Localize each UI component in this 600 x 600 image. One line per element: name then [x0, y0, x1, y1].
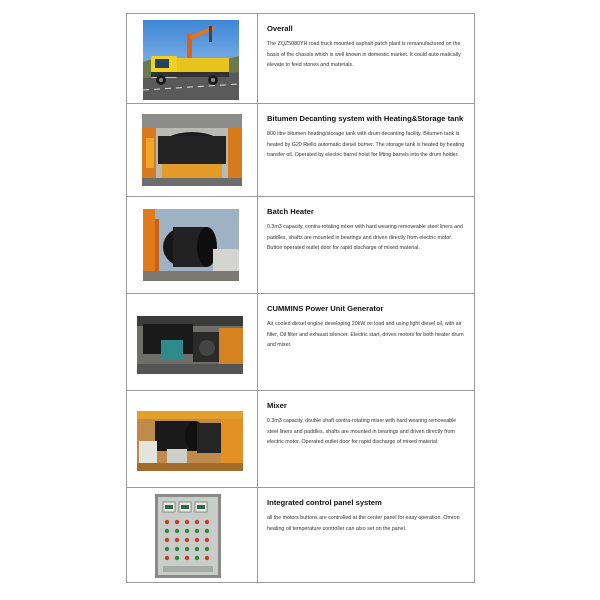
table-row [127, 197, 475, 294]
mixer-photo [137, 411, 243, 471]
image-cell [127, 391, 258, 488]
bitumen-tank-photo [142, 114, 242, 186]
image-cell [127, 294, 258, 391]
section-title: Bitumen Decanting system with Heating&Storage tank [267, 114, 464, 123]
section-description: The ZQZ5080YH road truck mounted asphalt patch plant is remanufactured on the basis of the chassis which is well known in domestic market. It could auto matically elevate to feed stones and materials. [267, 41, 461, 69]
section-description: Air cooled diesel engine developing 20kW on load and using light diesel oil, with air filter, Oil filter and exhaust silencer. Electric start, drives motors for both heater drum and mixer. [267, 321, 464, 349]
section-description: 0.3m3 capacity, double shaft contra-rotating mixer with hard wearing removeable steel liners and paddles, shafts are mounted in bearings and driven directly from electric motor. Operated outlet door for rapid discharge of mixed material. [267, 418, 457, 446]
text-cell [258, 14, 475, 104]
text-cell [258, 294, 475, 391]
image-cell [127, 488, 258, 583]
section-description: 0.3m3 capacity, contra-rotating mixer with hard wearing removeable steel liners and paddles, shafts are mounted in bearings and driven directly from electric motor. Button operated outlet door for rapid discharge of mixed material. [267, 224, 463, 252]
image-cell [127, 104, 258, 197]
image-cell [127, 14, 258, 104]
batch-heater-photo [143, 209, 239, 281]
generator-photo [137, 316, 243, 374]
section-title: Integrated control panel system [267, 498, 382, 507]
control-panel-photo [155, 494, 221, 578]
text-cell [258, 197, 475, 294]
section-title: Batch Heater [267, 207, 314, 216]
table-row [127, 104, 475, 197]
table-row [127, 294, 475, 391]
text-cell [258, 488, 475, 583]
spec-table [126, 13, 475, 583]
section-title: CUMMINS Power Unit Generator [267, 304, 384, 313]
table-row [127, 391, 475, 488]
section-title: Overall [267, 24, 293, 33]
truck-photo [143, 20, 239, 100]
text-cell [258, 391, 475, 488]
section-description: all the motors buttons are controlled at the center panel for easy operation. Omron heating oil temperature controller can also set on the panel. [267, 515, 460, 532]
section-title: Mixer [267, 401, 287, 410]
table-row [127, 488, 475, 583]
section-description: 800 litre bitumen heating/storage tank with drum decanting facility. Bitumen tank is heated by G20 Riello automatic diesel burner. The storage tank is heated by heating transfer oil. Operated by electric barrel hoist for lifting barrels into the drum holder. [267, 131, 465, 159]
image-cell [127, 197, 258, 294]
text-cell [258, 104, 475, 197]
table-row [127, 14, 475, 104]
